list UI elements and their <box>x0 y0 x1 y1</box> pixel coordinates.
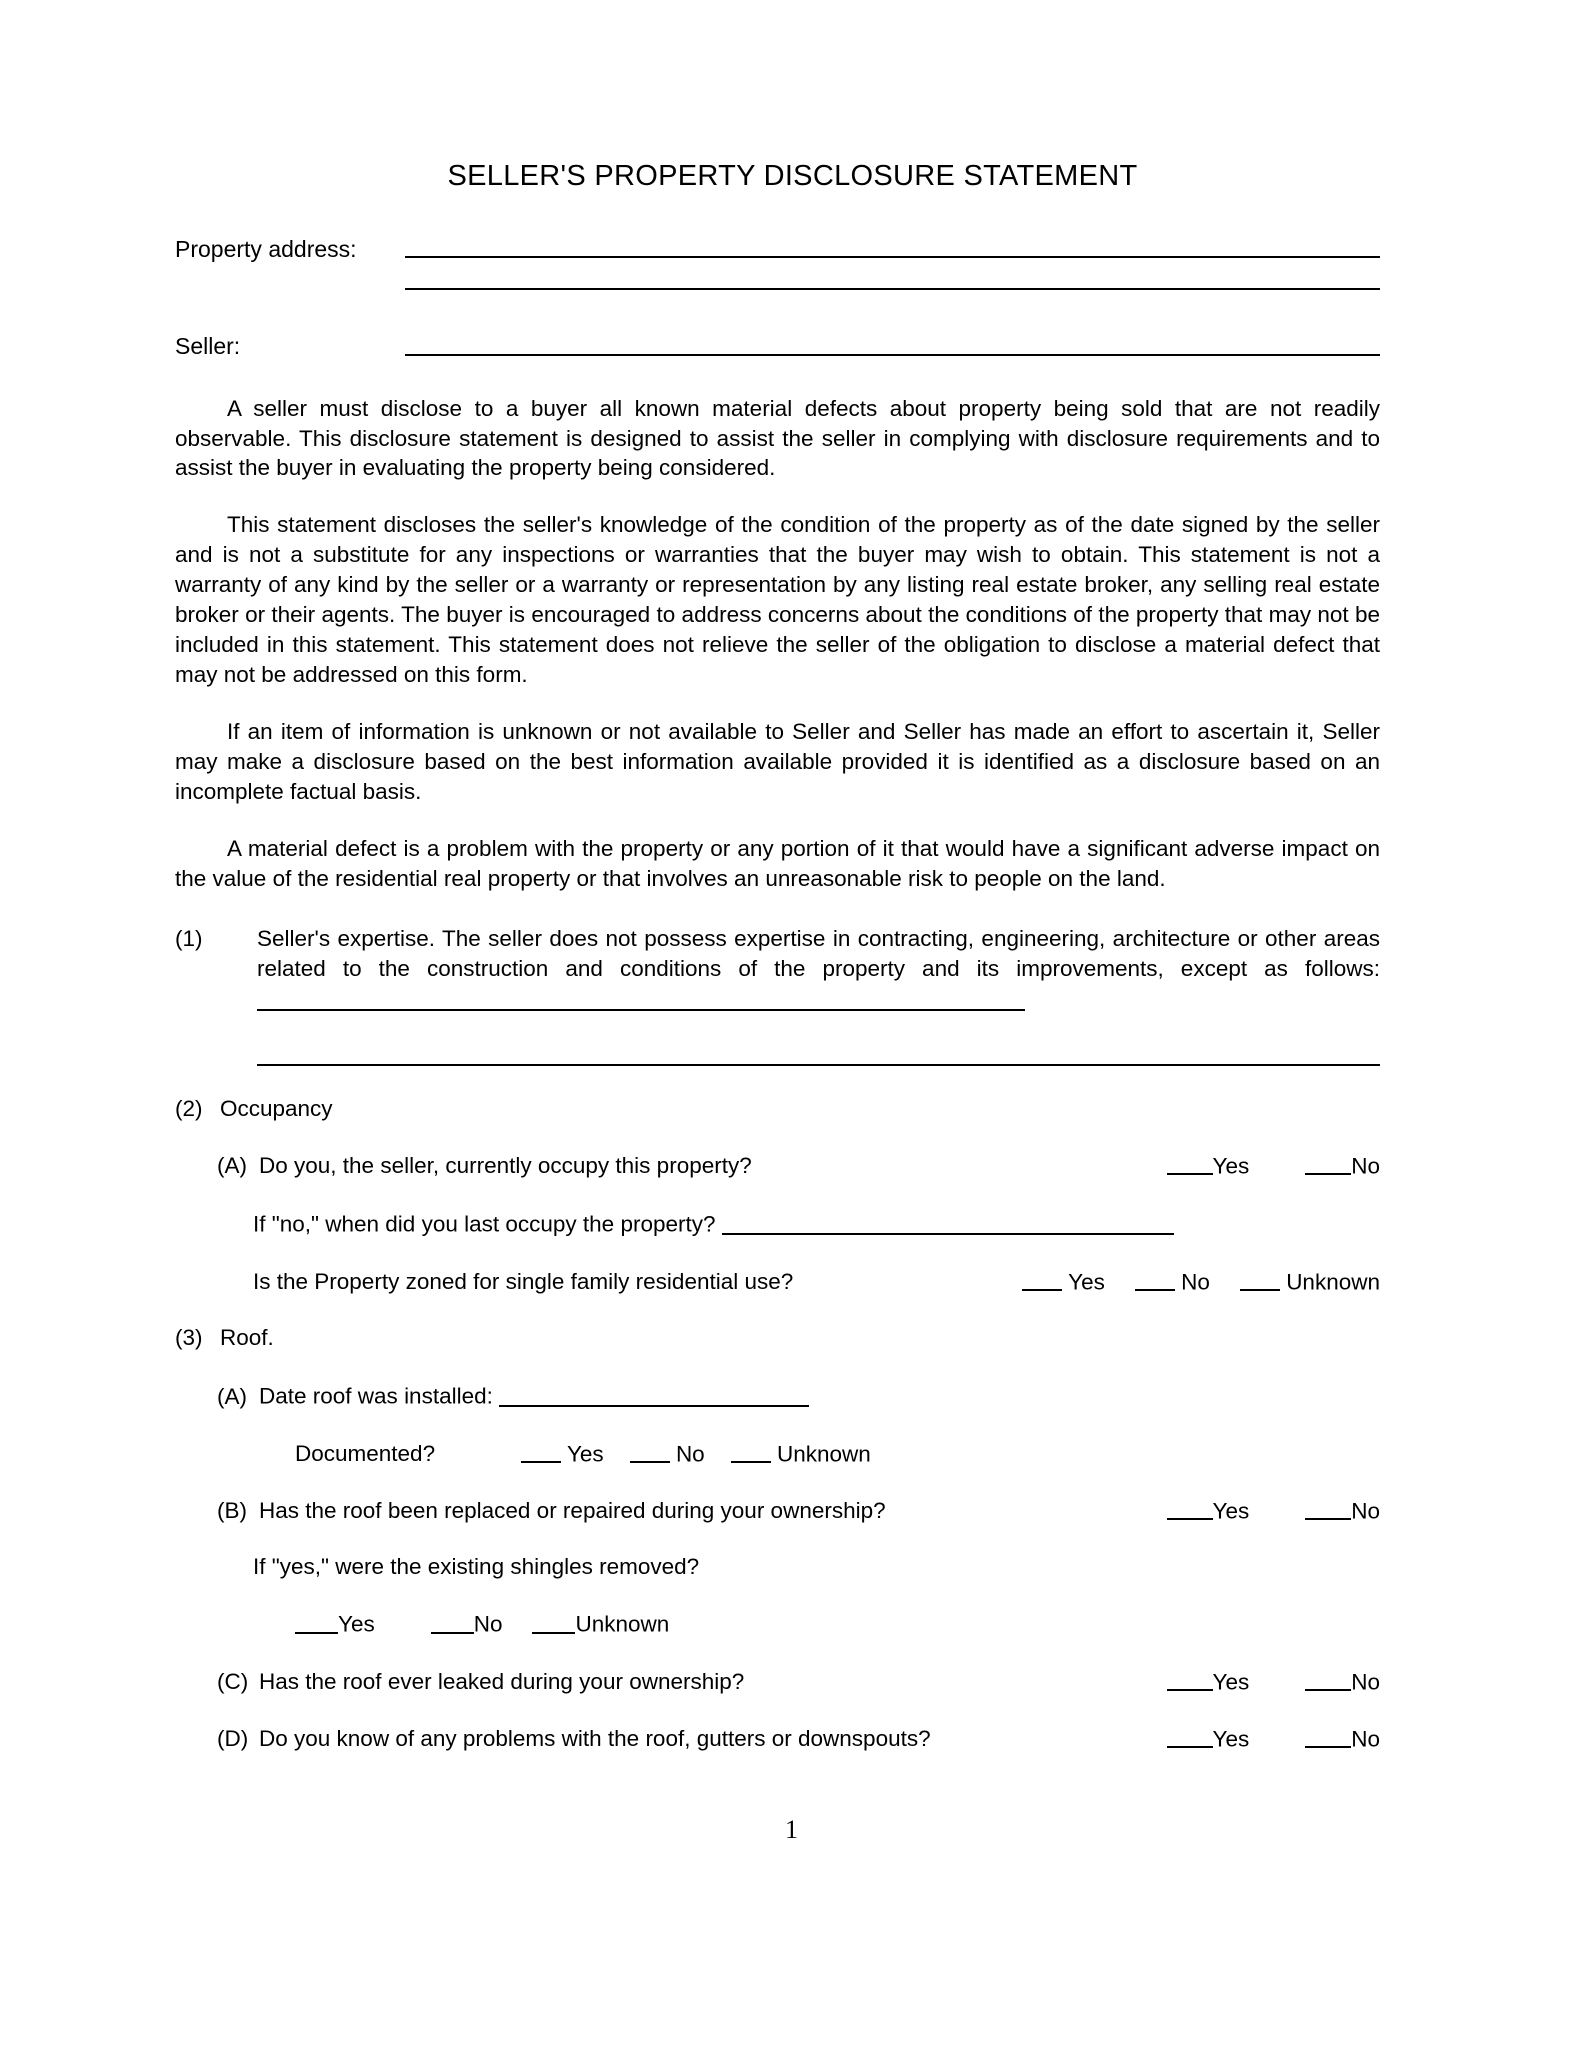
section-3c-row <box>217 1668 1380 1695</box>
section-3a-date-input[interactable] <box>499 1381 809 1407</box>
section-2-zoning-no-label: No <box>1181 1268 1210 1294</box>
section-2a-row <box>217 1152 1380 1179</box>
section-2a-yes-blank[interactable] <box>1167 1152 1213 1175</box>
section-1-body <box>257 924 1380 1017</box>
section-1-number: (1) <box>175 925 203 951</box>
section-2-zoning-row <box>253 1268 1380 1295</box>
section-3b-row <box>217 1497 1380 1524</box>
section-2-zoning-yes-option[interactable] <box>1022 1268 1105 1295</box>
document-content <box>175 160 1380 1752</box>
section-3b-followup-answers <box>295 1610 669 1637</box>
section-3b-followup-unknown-blank[interactable] <box>532 1610 575 1633</box>
section-2a-question: Do you, the seller, currently occupy this property? <box>259 1152 752 1178</box>
property-address-field-row <box>175 237 1380 262</box>
section-3c-yes-option[interactable] <box>1167 1668 1250 1695</box>
section-2a-no-option[interactable] <box>1305 1152 1380 1179</box>
section-2-zoning-no-option[interactable] <box>1135 1268 1210 1295</box>
section-3a-unknown-option[interactable] <box>731 1440 871 1467</box>
section-3a-no-option[interactable] <box>630 1440 705 1467</box>
section-3b-followup-yes-option[interactable] <box>295 1610 375 1637</box>
section-3b-followup-yes-blank[interactable] <box>295 1610 338 1633</box>
section-3c-no-blank[interactable] <box>1305 1668 1351 1691</box>
section-2-last-occupy-row <box>253 1209 1380 1238</box>
section-3c-no-label: No <box>1351 1669 1380 1695</box>
section-3b-question: Has the roof been replaced or repaired during your ownership? <box>259 1498 886 1524</box>
section-3c-no-option[interactable] <box>1305 1668 1380 1695</box>
section-3a-documented-row <box>295 1440 1380 1467</box>
section-2a-label: (A) <box>217 1152 247 1178</box>
seller-input-line[interactable] <box>405 354 1380 356</box>
section-3c-answers <box>1167 1668 1380 1695</box>
intro-paragraph-2: This statement discloses the seller's knowledge of the condition of the property as of the date signed by the seller and is not a substitute for any inspections or warranties that the buyer may wish to obtain. This statement is not a warranty of any kind by the seller or a warranty or representation by any listing real estate broker, any selling real estate broker or their agents. The buyer is encouraged to address concerns about the conditions of the property that may not be included in this statement. This statement does not relieve the seller of the obligation to disclose a material defect that may not be addressed on this form. <box>175 512 1380 687</box>
section-2-title: Occupancy <box>220 1095 333 1121</box>
section-3a-unknown-blank[interactable] <box>731 1440 771 1463</box>
section-2-zoning-no-blank[interactable] <box>1135 1268 1175 1291</box>
section-2-zoning-unknown-blank[interactable] <box>1240 1268 1280 1291</box>
section-3d-label: (D) <box>217 1726 249 1752</box>
section-3b-no-label: No <box>1351 1498 1380 1524</box>
intro-paragraph-3: If an item of information is unknown or not available to Seller and Seller has made an effort to ascertain it, Seller may make a disclosure based on the best information available provided it is identified as a disclosure based on an incomplete factual basis. <box>175 718 1380 804</box>
section-2a-no-blank[interactable] <box>1305 1152 1351 1175</box>
section-3d-yes-label: Yes <box>1212 1726 1250 1752</box>
seller-field-row <box>175 334 1380 359</box>
section-3b-followup-unknown-label: Unknown <box>575 1611 670 1637</box>
section-1-text: Seller's expertise. The seller does not possess expertise in contracting, engineering, architecture or other areas related to the construction and conditions of the property and its improvements, except as follows: <box>257 925 1380 982</box>
section-3d-answers <box>1167 1725 1380 1752</box>
section-2-last-occupy-question: If "no," when did you last occupy the property? <box>253 1211 716 1237</box>
intro-paragraph-4: A material defect is a problem with the property or any portion of it that would have a significant adverse impact on the value of the residential real property or that involves an unreasonable risk to people on the land. <box>175 835 1380 891</box>
section-3a-documented-answers <box>491 1440 871 1467</box>
property-address-input-line-2[interactable] <box>405 288 1380 290</box>
section-2-zoning-unknown-option[interactable] <box>1240 1268 1380 1295</box>
section-3b-answers <box>1167 1497 1380 1524</box>
page-number: 1 <box>785 1815 798 1844</box>
section-2-last-occupy-input[interactable] <box>722 1209 1174 1235</box>
section-3b-followup-no-blank[interactable] <box>431 1610 474 1633</box>
section-3d-no-blank[interactable] <box>1305 1725 1351 1748</box>
section-3a-row <box>217 1381 1380 1410</box>
section-3b-followup-question: If "yes," were the existing shingles removed? <box>253 1554 700 1580</box>
section-3b-followup-unknown-option[interactable] <box>532 1610 669 1637</box>
section-3b-yes-option[interactable] <box>1167 1497 1250 1524</box>
section-3a-unknown-label: Unknown <box>776 1440 871 1466</box>
section-3d-yes-blank[interactable] <box>1167 1725 1213 1748</box>
property-address-input-line-1[interactable] <box>405 256 1380 258</box>
seller-label: Seller: <box>175 333 241 360</box>
page-title: SELLER'S PROPERTY DISCLOSURE STATEMENT <box>447 160 1138 192</box>
section-3b-yes-blank[interactable] <box>1167 1497 1213 1520</box>
section-2a-yes-label: Yes <box>1212 1152 1250 1178</box>
section-3a-question <box>259 1381 809 1410</box>
section-3d-no-option[interactable] <box>1305 1725 1380 1752</box>
section-3-title: Roof. <box>220 1324 274 1350</box>
section-1-answer-line-1[interactable] <box>257 985 1025 1011</box>
section-3b-followup-no-option[interactable] <box>431 1610 503 1637</box>
section-3b-followup-no-label: No <box>473 1611 503 1637</box>
section-2-zoning-answers <box>1022 1268 1380 1295</box>
section-3-heading <box>175 1325 1380 1351</box>
section-3b-followup-yes-label: Yes <box>338 1611 375 1637</box>
section-3b-no-option[interactable] <box>1305 1497 1380 1524</box>
section-3d-no-label: No <box>1351 1726 1380 1752</box>
section-3c-yes-label: Yes <box>1212 1669 1250 1695</box>
section-2-zoning-yes-label: Yes <box>1068 1268 1105 1294</box>
section-2a-answers <box>1167 1152 1380 1179</box>
section-3a-yes-option[interactable] <box>521 1440 604 1467</box>
section-3b-no-blank[interactable] <box>1305 1497 1351 1520</box>
property-address-label: Property address: <box>175 236 357 262</box>
section-3a-label: (A) <box>217 1383 247 1409</box>
section-3b-followup-answers-row <box>295 1610 1380 1637</box>
section-3d-question: Do you know of any problems with the roof, gutters or downspouts? <box>259 1726 931 1752</box>
section-3a-no-label: No <box>675 1440 705 1466</box>
section-3b-yes-label: Yes <box>1212 1498 1250 1524</box>
section-3-number: (3) <box>175 1324 203 1350</box>
section-3a-question-text: Date roof was installed: <box>259 1383 493 1409</box>
intro-paragraph-1: A seller must disclose to a buyer all known material defects about property being sold that are not readily observable. This disclosure statement is designed to assist the seller in complying with disclosure requirements and to assist the buyer in evaluating the property being considered. <box>175 395 1380 481</box>
section-3d-row <box>217 1725 1380 1752</box>
section-3d-yes-option[interactable] <box>1167 1725 1250 1752</box>
section-3c-question: Has the roof ever leaked during your ownership? <box>259 1669 745 1695</box>
section-3a-no-blank[interactable] <box>630 1440 670 1463</box>
section-1-sellers-expertise <box>175 924 1380 1017</box>
section-1-answer-line-2[interactable] <box>257 1064 1380 1066</box>
section-3a-yes-blank[interactable] <box>521 1440 561 1463</box>
section-2-zoning-unknown-label: Unknown <box>1286 1268 1380 1294</box>
section-2-number: (2) <box>175 1095 203 1121</box>
section-3a-documented-label: Documented? <box>295 1440 436 1466</box>
section-3c-yes-blank[interactable] <box>1167 1668 1213 1691</box>
section-3b-label: (B) <box>217 1498 247 1524</box>
section-2-zoning-question: Is the Property zoned for single family residential use? <box>253 1268 794 1294</box>
section-2a-no-label: No <box>1351 1152 1380 1178</box>
section-3a-yes-label: Yes <box>566 1440 604 1466</box>
section-3c-label: (C) <box>217 1669 249 1695</box>
section-2-zoning-yes-blank[interactable] <box>1022 1268 1062 1291</box>
section-2a-yes-option[interactable] <box>1167 1152 1250 1179</box>
section-2-heading <box>175 1096 1380 1122</box>
